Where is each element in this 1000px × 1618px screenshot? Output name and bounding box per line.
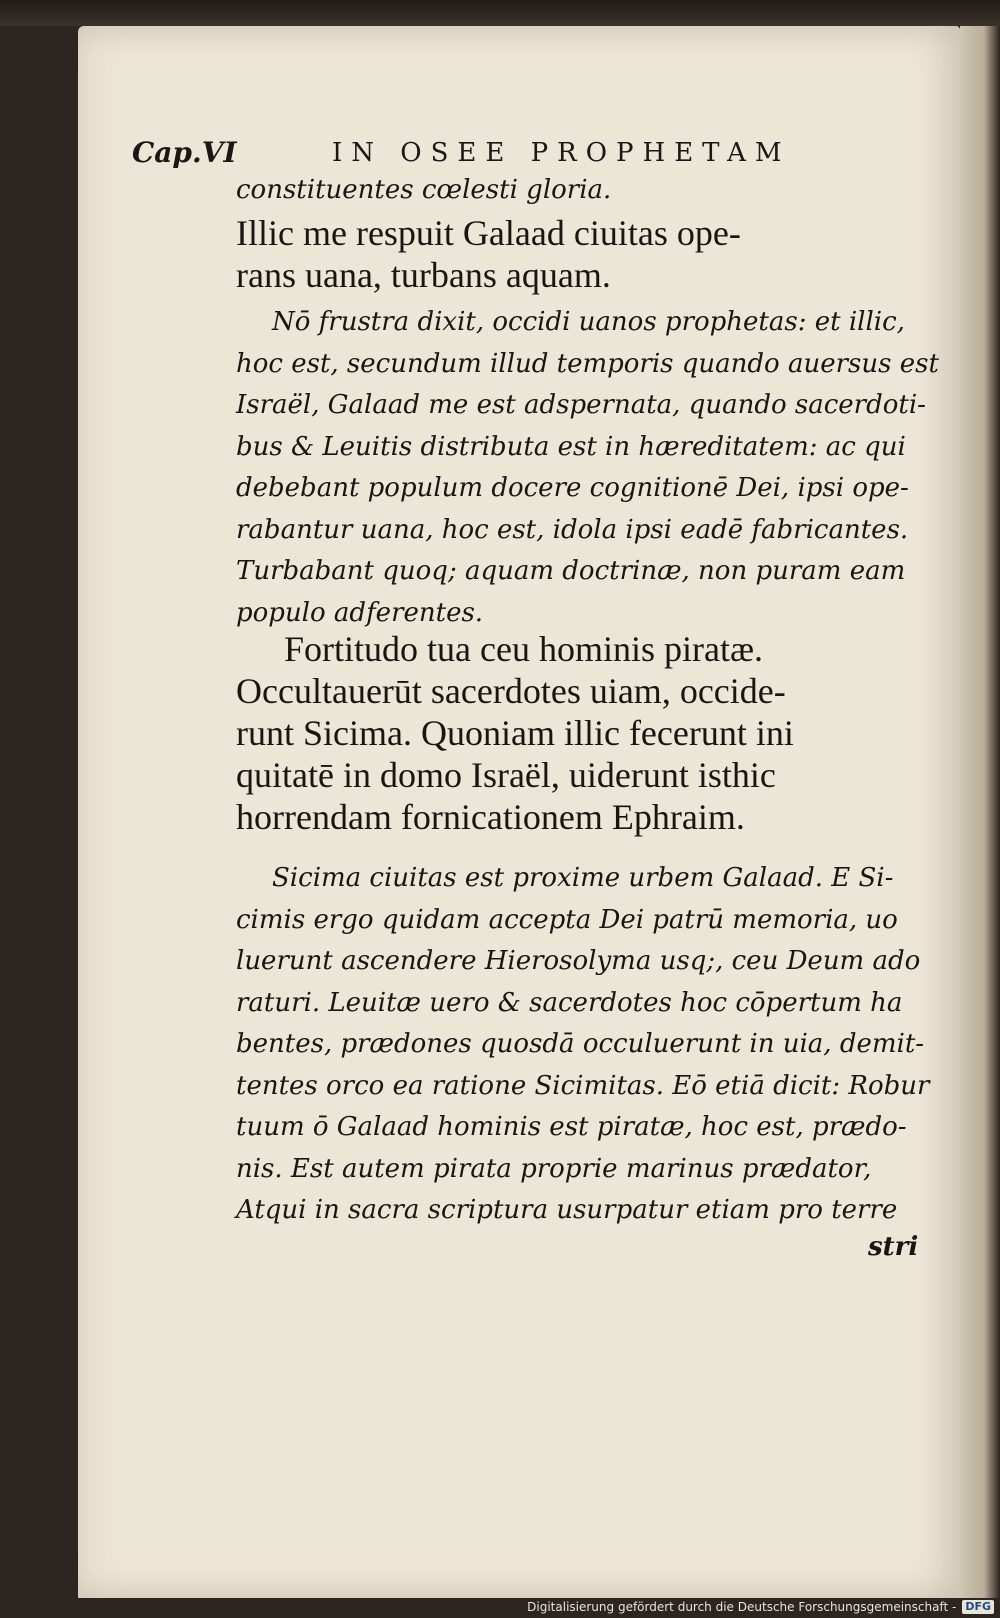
commentary-block-1 <box>236 170 916 212</box>
text-line: cimis ergo quidam accepta Dei patrū memoria, uo <box>236 904 898 935</box>
text-line: Illic me respuit Galaad ciuitas ope- <box>236 213 741 253</box>
text-line: bus & Leuitis distributa est in hæreditatem: ac qui <box>236 431 906 462</box>
dfg-logo-icon: DFG <box>962 1600 994 1614</box>
commentary-block-2 <box>236 302 939 634</box>
chapter-label: Cap.VI <box>132 136 237 169</box>
digitization-footer <box>527 1598 994 1616</box>
text-line: luerunt ascendere Hierosolyma usq;, ceu Deum ado <box>236 946 921 976</box>
text-line: nis. Est autem pirata proprie marinus prædator, <box>236 1153 872 1184</box>
verse-block-1 <box>236 212 916 296</box>
text-line: Atqui in sacra scriptura usurpatur etiam pro terre <box>236 1195 898 1225</box>
footer-text: Digitalisierung gefördert durch die Deutsche Forschungsgemeinschaft - <box>527 1600 957 1614</box>
text-line: Israël, Galaad me est adspernata, quando sacerdoti- <box>236 390 926 420</box>
text-line: rabantur uana, hoc est, idola ipsi eadē fabricantes. <box>236 514 909 545</box>
text-line: Nō frustra dixit, occidi uanos prophetas: et illic, <box>272 307 905 337</box>
scan-top-edge <box>0 0 1000 26</box>
text-line: constituentes cœlesti gloria. <box>236 175 612 205</box>
running-title: IN OSEE PROPHETAM <box>332 138 791 168</box>
text-line: horrendam fornicationem Ephraim. <box>236 797 745 837</box>
facing-page-edge <box>960 26 1000 1598</box>
text-line: raturi. Leuitæ uero & sacerdotes hoc cōpertum ha <box>236 987 903 1018</box>
verse-block-2 <box>236 628 916 838</box>
text-line: rans uana, turbans aquam. <box>236 255 611 295</box>
text-line: tentes orco ea ratione Sicimitas. Eō etiā dicit: Robur <box>236 1070 930 1101</box>
text-line: tuum ō Galaad hominis est piratæ, hoc est, prædo- <box>236 1112 907 1142</box>
text-line: hoc est, secundum illud temporis quando auersus est <box>236 348 939 379</box>
text-line: populo adferentes. <box>236 597 484 628</box>
text-line: bentes, prædones quosdā occuluerunt in uia, demit- <box>236 1029 925 1059</box>
text-line: runt Sicima. Quoniam illic fecerunt ini <box>236 713 794 753</box>
text-line: Turbabant quoq; aquam doctrinæ, non puram eam <box>236 556 906 586</box>
text-line: Occultauerūt sacerdotes uiam, occide- <box>236 671 786 711</box>
commentary-block-3 <box>236 858 930 1232</box>
text-line: debebant populum docere cognitionē Dei, ipsi ope- <box>236 473 909 503</box>
catchword: stri <box>868 1232 919 1262</box>
text-line: Sicima ciuitas est proxime urbem Galaad. E Si- <box>272 863 894 893</box>
text-line: quitatē in domo Israël, uiderunt isthic <box>236 755 776 795</box>
text-line: Fortitudo tua ceu hominis piratæ. <box>284 629 763 669</box>
running-header <box>132 136 892 172</box>
